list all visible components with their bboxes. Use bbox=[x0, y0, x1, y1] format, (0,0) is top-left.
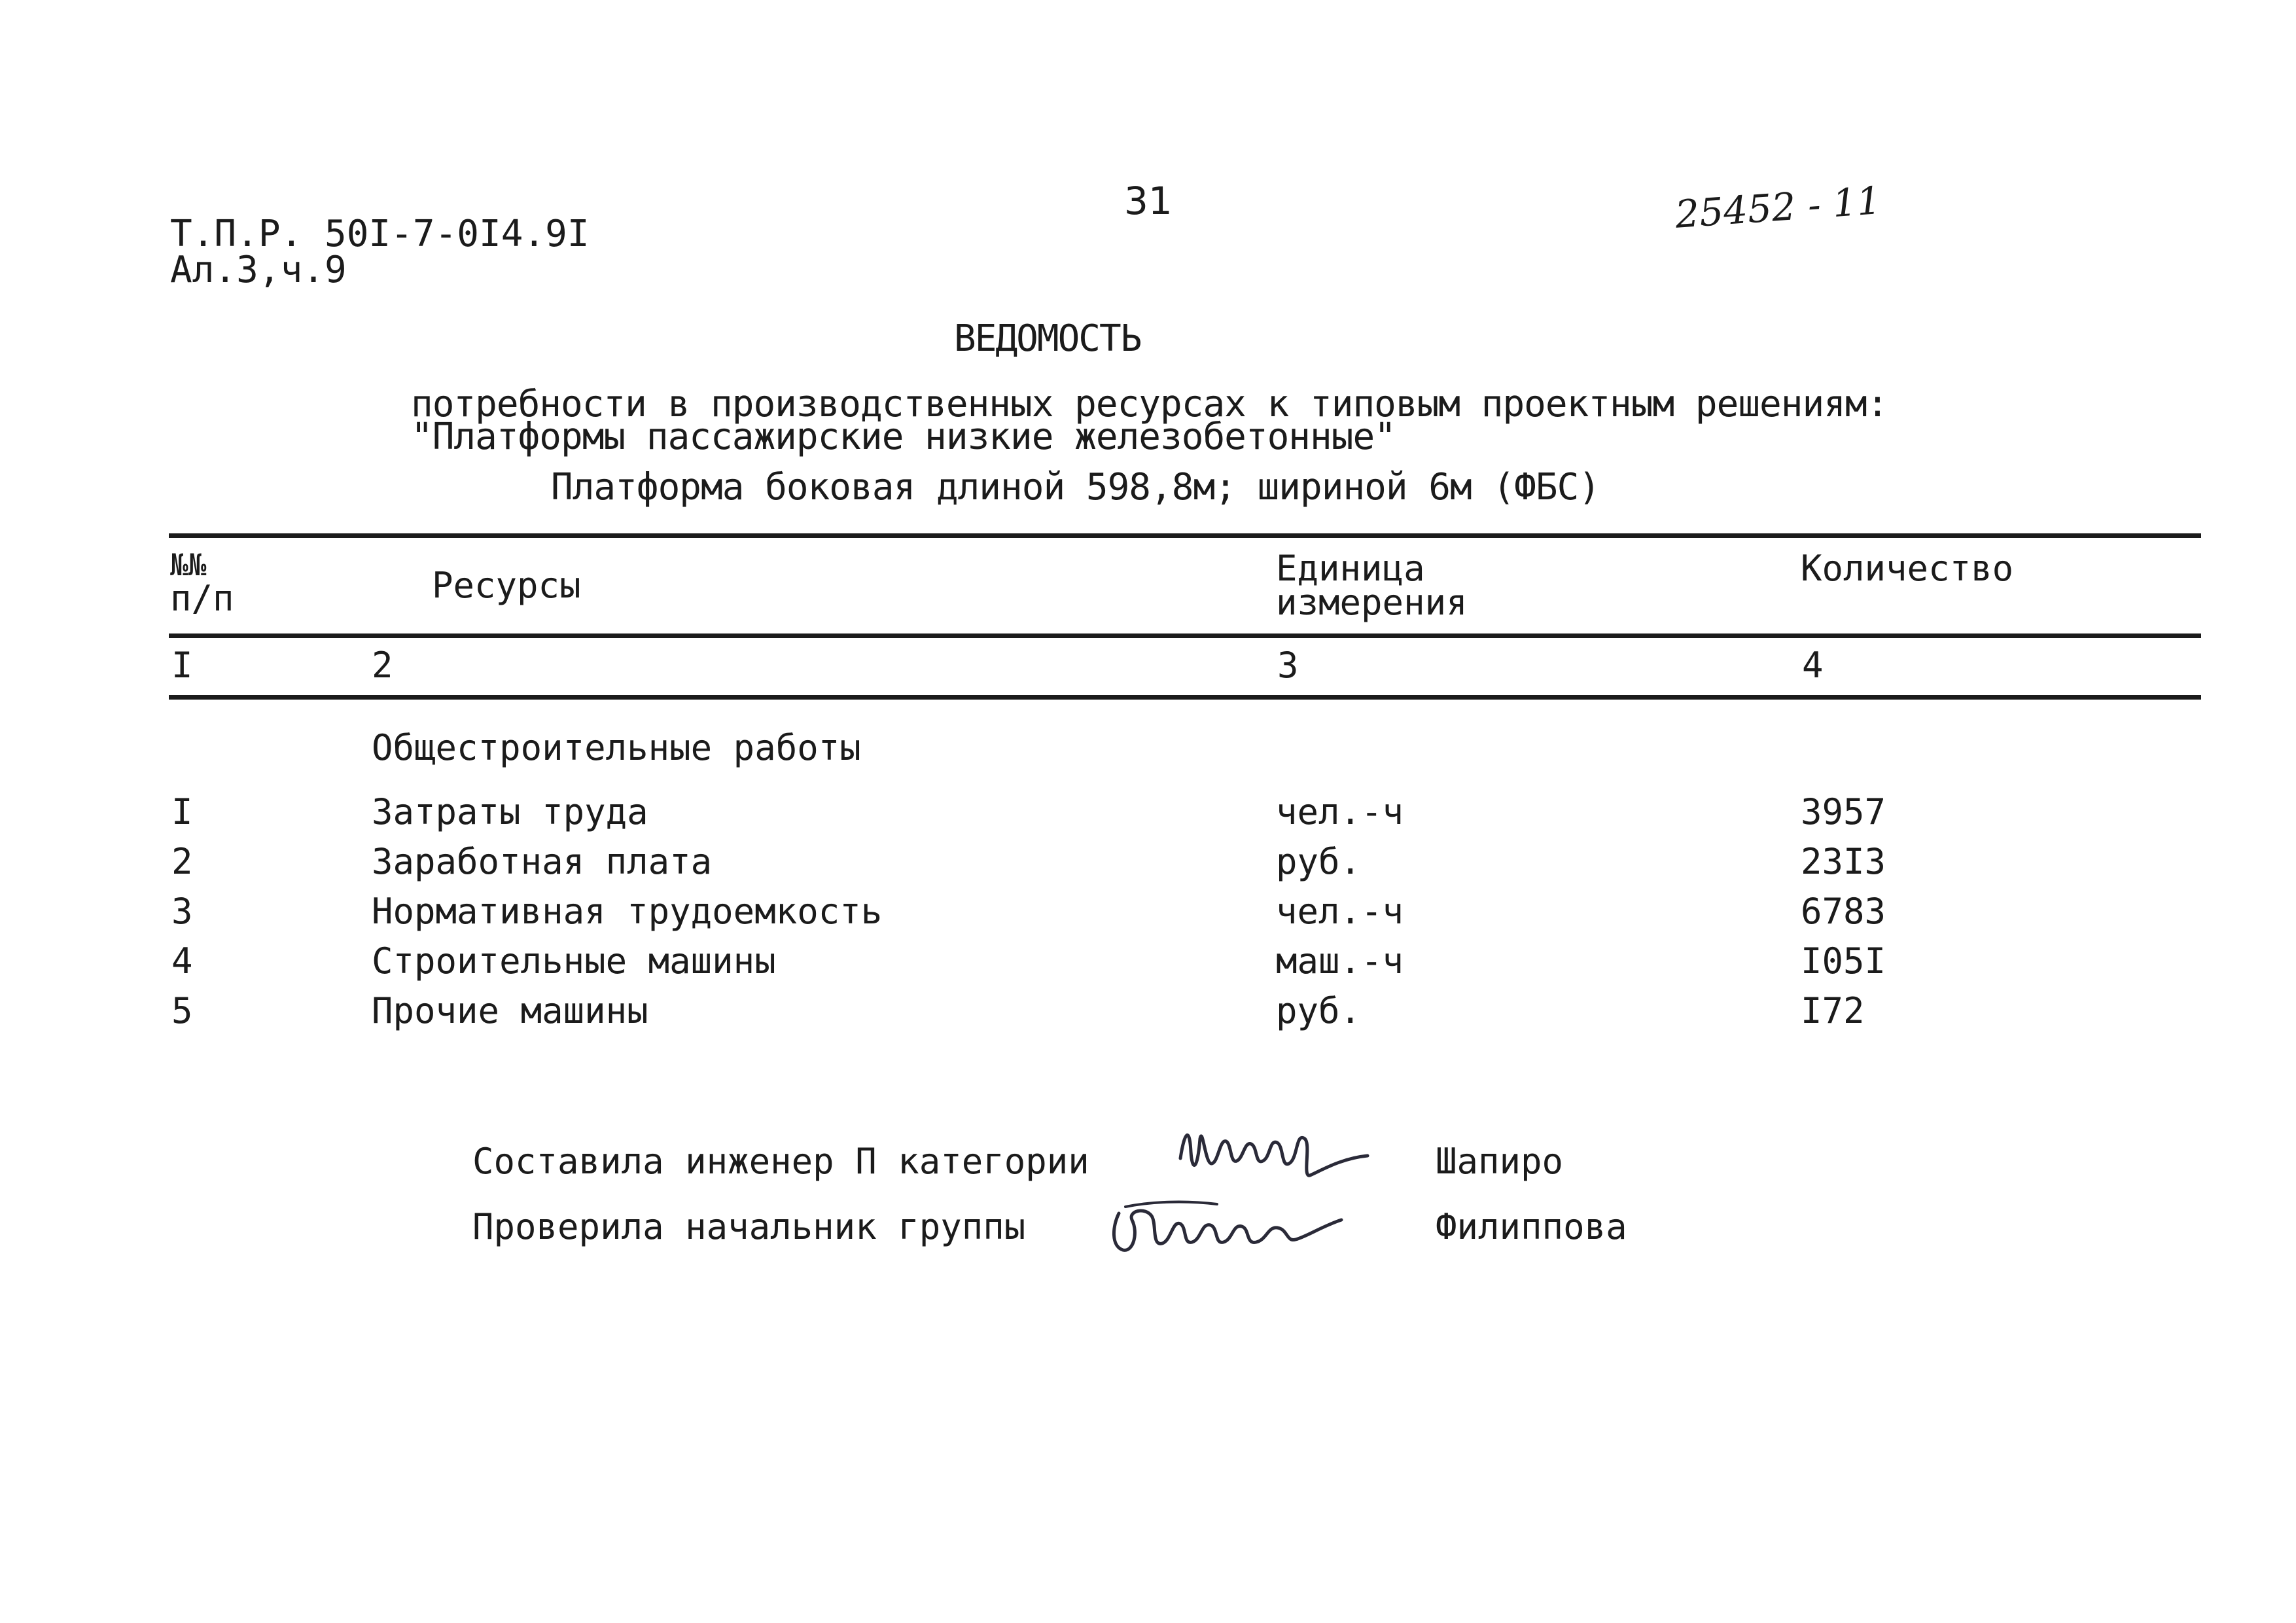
title-line-3: Платформа боковая длиной 598,8м; шириной 6м (ФБС) bbox=[551, 466, 1600, 508]
header-resources: Ресурсы bbox=[432, 565, 581, 606]
row-resource: Затраты труда bbox=[372, 791, 648, 832]
row-unit: маш.-ч bbox=[1276, 940, 1404, 982]
signature-shapiro bbox=[1171, 1113, 1381, 1191]
page-number: 31 bbox=[1124, 179, 1173, 223]
row-quantity: 6783 bbox=[1801, 891, 1886, 932]
compiled-by-label: Составила инженер П категории bbox=[472, 1141, 1089, 1182]
header-unit-line1: Единица bbox=[1276, 548, 1425, 589]
column-numbers-rule bbox=[169, 695, 2201, 700]
column-number-1: I bbox=[171, 645, 193, 686]
header-bottom-rule bbox=[169, 633, 2201, 638]
row-unit: руб. bbox=[1276, 990, 1362, 1031]
document-heading: ВЕДОМОСТЬ bbox=[954, 317, 1141, 360]
table-top-rule bbox=[169, 533, 2201, 538]
row-unit: чел.-ч bbox=[1276, 891, 1404, 932]
header-quantity: Количество bbox=[1801, 548, 2014, 589]
signature-filippova bbox=[1099, 1187, 1348, 1266]
row-resource: Нормативная трудоемкость bbox=[372, 891, 883, 932]
column-number-2: 2 bbox=[372, 645, 393, 686]
row-number: I bbox=[171, 791, 193, 832]
column-number-3: 3 bbox=[1277, 645, 1299, 686]
row-resource: Строительные машины bbox=[372, 940, 776, 982]
title-line-2: "Платформы пассажирские низкие железобетонные" bbox=[411, 416, 1396, 458]
column-number-4: 4 bbox=[1802, 645, 1824, 686]
header-unit-line2: измерения bbox=[1276, 582, 1468, 623]
row-quantity: I72 bbox=[1801, 990, 1865, 1031]
checked-by-label: Проверила начальник группы bbox=[472, 1206, 1026, 1247]
document-code: Т.П.Р. 50I-7-0I4.9I bbox=[170, 213, 590, 255]
album-reference: Ал.3,ч.9 bbox=[170, 249, 347, 291]
inventory-number: 25452 - 11 bbox=[1674, 178, 1882, 237]
row-unit: чел.-ч bbox=[1276, 791, 1404, 832]
row-resource: Прочие машины bbox=[372, 990, 648, 1031]
row-number: 3 bbox=[171, 891, 193, 932]
row-resource: Заработная плата bbox=[372, 841, 713, 882]
row-quantity: 23I3 bbox=[1801, 841, 1886, 882]
checked-by-name: Филиппова bbox=[1436, 1206, 1627, 1247]
row-unit: руб. bbox=[1276, 841, 1362, 882]
row-number: 2 bbox=[171, 841, 193, 882]
compiled-by-name: Шапиро bbox=[1436, 1141, 1564, 1182]
row-quantity: 3957 bbox=[1801, 791, 1886, 832]
header-number-line2: п/п bbox=[170, 578, 234, 619]
row-number: 4 bbox=[171, 940, 193, 982]
row-quantity: I05I bbox=[1801, 940, 1886, 982]
title-line-1: потребности в производственных ресурсах к типовым проектным решениям: bbox=[411, 383, 1888, 425]
section-title: Общестроительные работы bbox=[372, 727, 861, 768]
row-number: 5 bbox=[171, 990, 193, 1031]
header-number-line1: №№ bbox=[170, 547, 207, 582]
